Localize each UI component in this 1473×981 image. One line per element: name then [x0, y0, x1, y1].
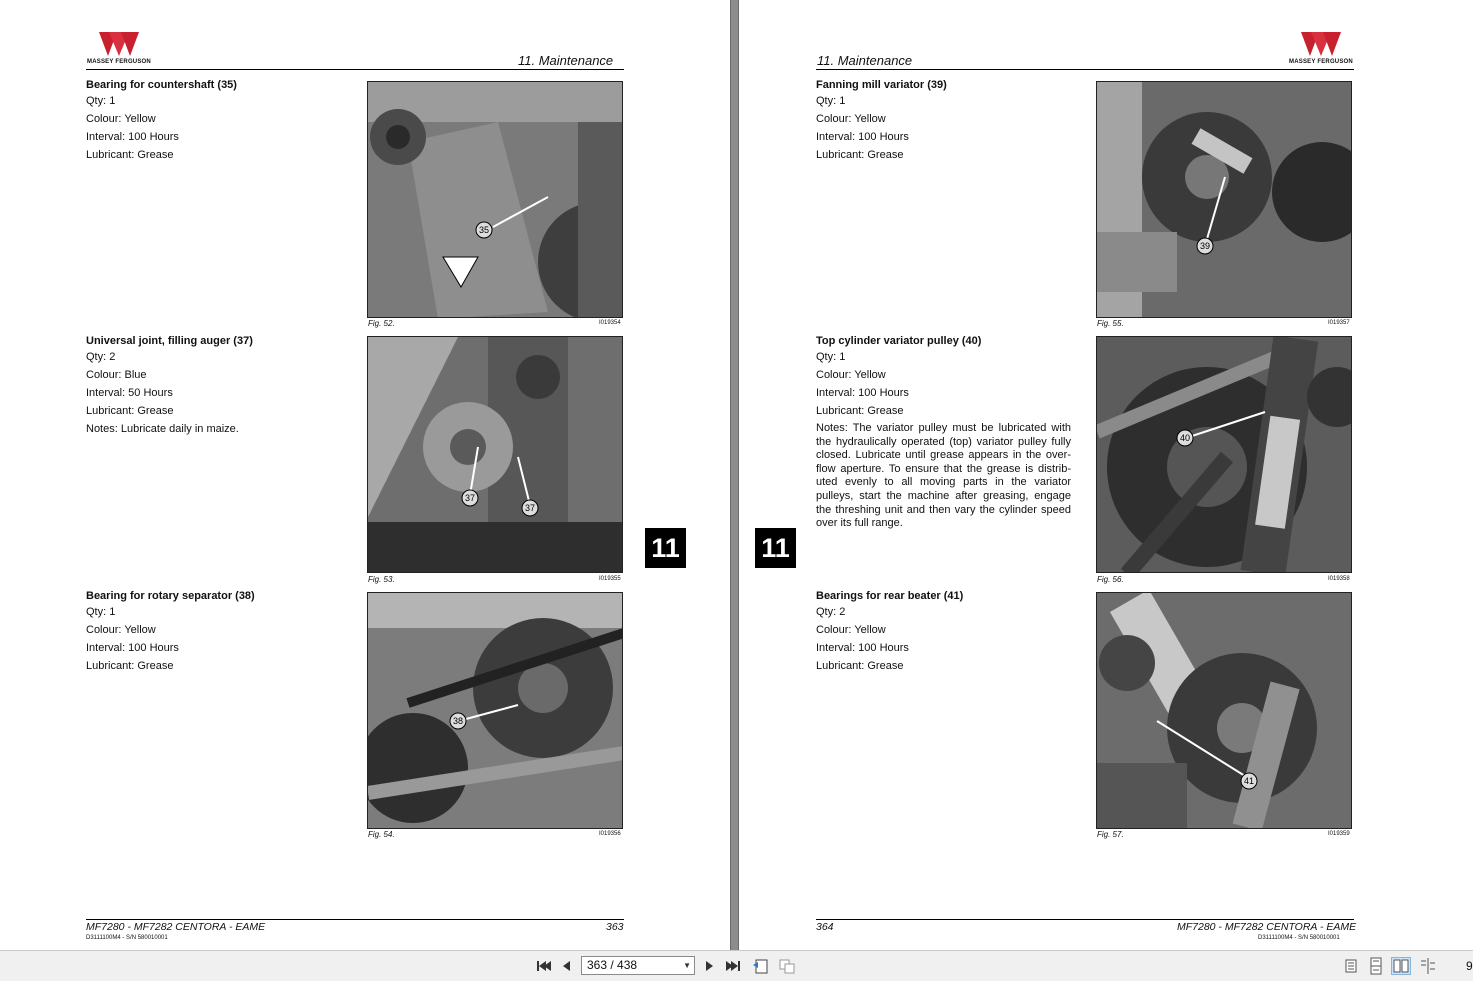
entry-interval: Interval: 100 Hours	[816, 131, 909, 143]
header-rule	[86, 69, 624, 70]
figure-caption: Fig. 55.	[1097, 319, 1124, 328]
callout-label: 38	[452, 716, 464, 726]
footer-model: MF7280 - MF7282 CENTORA - EAME	[1177, 921, 1357, 933]
entry-lubricant: Lubricant: Grease	[86, 660, 174, 672]
entry-interval: Interval: 100 Hours	[816, 642, 909, 654]
two-page-continuous-view-button[interactable]	[1418, 957, 1438, 975]
next-page-icon	[701, 958, 719, 974]
last-page-button[interactable]	[725, 958, 743, 974]
fanning-mill-variator-photo	[1097, 82, 1352, 318]
two-page-continuous-icon	[1418, 957, 1438, 975]
entry-lubricant: Lubricant: Grease	[816, 149, 904, 161]
figure-id: I019355	[599, 576, 621, 582]
entry-interval: Interval: 100 Hours	[816, 387, 909, 399]
figure-caption: Fig. 54.	[368, 830, 395, 839]
figure-photo	[367, 81, 623, 318]
next-page-button[interactable]	[701, 958, 719, 974]
entry-colour: Colour: Yellow	[86, 624, 156, 636]
entry-qty: Qty: 1	[816, 95, 846, 107]
entry-qty: Qty: 2	[816, 606, 846, 618]
callout-label: 39	[1199, 241, 1211, 251]
entry-qty: Qty: 2	[86, 351, 116, 363]
lubrication-entry	[816, 589, 1086, 675]
figure-photo	[367, 336, 623, 573]
chapter-tab: 11	[645, 528, 686, 568]
figure-id: I019356	[599, 831, 621, 837]
viewer-toolbar	[0, 950, 1473, 981]
footer-page-number: 364	[816, 921, 834, 933]
figure-id: I019359	[1328, 831, 1350, 837]
figure-photo	[1096, 81, 1352, 318]
callout-label: 35	[478, 225, 490, 235]
fit-page-button[interactable]	[752, 958, 770, 974]
entry-notes: Notes: Lubricate daily in maize.	[86, 423, 239, 435]
footer-page-number: 363	[606, 921, 624, 933]
figure-caption: Fig. 57.	[1097, 830, 1124, 839]
entry-qty: Qty: 1	[86, 95, 116, 107]
chapter-title: 11. Maintenance	[817, 53, 913, 68]
entry-lubricant: Lubricant: Grease	[86, 149, 174, 161]
continuous-icon	[1366, 957, 1386, 975]
first-page-button[interactable]	[534, 958, 552, 974]
figure-caption: Fig. 56.	[1097, 575, 1124, 584]
entry-qty: Qty: 1	[816, 351, 846, 363]
figure-id: I019358	[1328, 576, 1350, 582]
figure-photo	[1096, 592, 1352, 829]
entry-qty: Qty: 1	[86, 606, 116, 618]
entry-colour: Colour: Blue	[86, 369, 147, 381]
header-rule	[816, 69, 1354, 70]
lubrication-entry	[86, 78, 356, 164]
entry-interval: Interval: 50 Hours	[86, 387, 173, 399]
entry-title: Universal joint, filling auger (37)	[86, 335, 253, 347]
rear-beater-photo	[1097, 593, 1352, 829]
entry-colour: Colour: Yellow	[816, 369, 886, 381]
footer-model: MF7280 - MF7282 CENTORA - EAME	[86, 921, 266, 933]
figure-caption: Fig. 52.	[368, 319, 395, 328]
figure-photo	[367, 592, 623, 829]
callout-label: 37	[464, 493, 476, 503]
chapter-tab: 11	[755, 528, 796, 568]
footer-doc-number: D3111100M4 - S/N 580010001	[86, 935, 168, 941]
entry-title: Fanning mill variator (39)	[816, 79, 947, 91]
single-page-icon	[1341, 957, 1361, 975]
entry-title: Bearing for countershaft (35)	[86, 79, 237, 91]
document-page-left	[0, 0, 730, 950]
chapter-title: 11. Maintenance	[518, 53, 614, 68]
footer-doc-number: D3111100M4 - S/N 580010001	[1258, 935, 1340, 941]
footer-rule	[86, 919, 624, 920]
last-page-icon	[725, 958, 743, 974]
first-page-icon	[534, 958, 552, 974]
triple-triangle-logo-icon	[1299, 30, 1343, 58]
previous-page-button[interactable]	[558, 958, 576, 974]
callout-label: 40	[1179, 433, 1191, 443]
lubrication-entry	[816, 78, 1086, 164]
brand-logo	[1288, 30, 1354, 70]
page-divider	[730, 0, 739, 950]
document-page-right	[739, 0, 1473, 950]
figure-photo	[1096, 336, 1352, 573]
brand-logo-text: MASSEY FERGUSON	[1289, 59, 1353, 65]
top-cylinder-pulley-photo	[1097, 337, 1352, 573]
fit-width-button[interactable]	[778, 958, 796, 974]
lubrication-entry	[86, 334, 356, 438]
two-page-view-button[interactable]	[1391, 957, 1411, 975]
figure-id: I019357	[1328, 320, 1350, 326]
callout-label: 37	[524, 503, 536, 513]
brand-logo-text: MASSEY FERGUSON	[87, 59, 151, 65]
entry-notes: Notes: The variator pulley must be lubricated with the hydraulically operated (top) variator pulley fully closed. Lubricate until grease appears in the over- flow aperture. To ensure that the grease is distrib- uted evenly to all moving parts in the variator pulleys, start the machine after greasing, engage the threshing unit and then vary the cylinder speed over its full range.	[816, 422, 1071, 530]
entry-interval: Interval: 100 Hours	[86, 131, 179, 143]
callout-label: 41	[1243, 776, 1255, 786]
entry-lubricant: Lubricant: Grease	[86, 405, 174, 417]
page-number-value: 363 / 438	[587, 958, 638, 972]
fit-width-icon	[778, 958, 796, 974]
countershaft-photo	[368, 82, 623, 318]
entry-title: Top cylinder variator pulley (40)	[816, 335, 982, 347]
lubrication-entry	[816, 334, 1071, 531]
page-number-select[interactable]	[581, 956, 695, 975]
entry-colour: Colour: Yellow	[816, 624, 886, 636]
continuous-view-button[interactable]	[1366, 957, 1386, 975]
fit-page-icon	[752, 958, 770, 974]
two-page-icon	[1392, 958, 1410, 974]
single-page-view-button[interactable]	[1341, 957, 1361, 975]
entry-lubricant: Lubricant: Grease	[816, 405, 904, 417]
entry-colour: Colour: Yellow	[86, 113, 156, 125]
entry-title: Bearing for rotary separator (38)	[86, 590, 255, 602]
universal-joint-photo	[368, 337, 623, 573]
triple-triangle-logo-icon	[97, 30, 141, 58]
figure-caption: Fig. 53.	[368, 575, 395, 584]
figure-id: I019354	[599, 320, 621, 326]
entry-lubricant: Lubricant: Grease	[816, 660, 904, 672]
previous-page-icon	[558, 958, 576, 974]
zoom-level[interactable]: 9	[1466, 959, 1473, 973]
rotary-separator-photo	[368, 593, 623, 829]
entry-interval: Interval: 100 Hours	[86, 642, 179, 654]
entry-colour: Colour: Yellow	[816, 113, 886, 125]
dropdown-arrow-icon: ▼	[683, 961, 691, 970]
entry-title: Bearings for rear beater (41)	[816, 590, 964, 602]
lubrication-entry	[86, 589, 356, 675]
brand-logo	[86, 30, 152, 70]
footer-rule	[816, 919, 1354, 920]
